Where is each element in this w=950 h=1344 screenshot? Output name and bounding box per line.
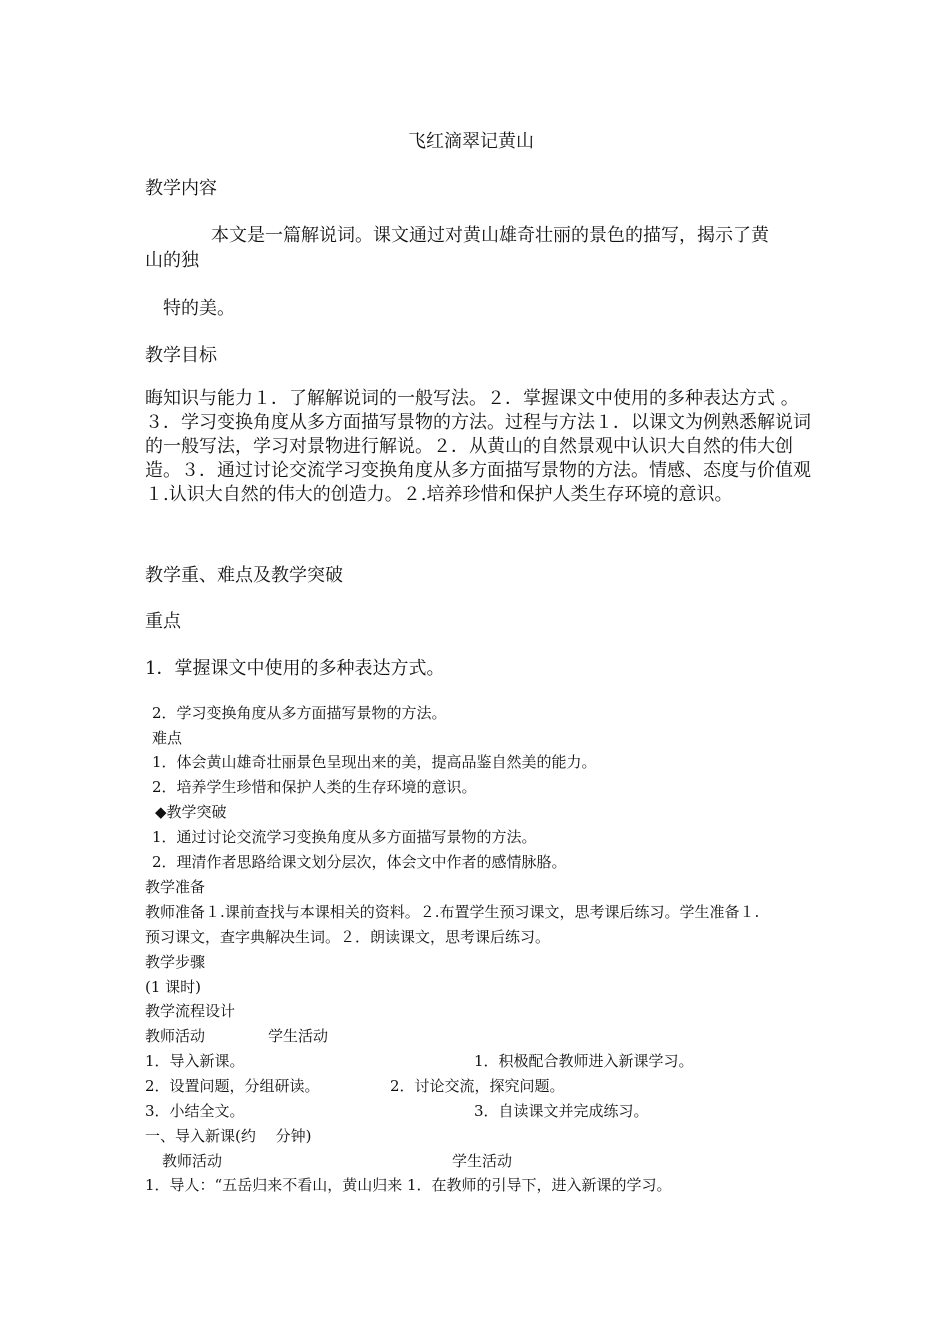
breakthrough-2: 2．理清作者思路给课文划分层次，体会文中作者的感情脉胳。 (152, 853, 567, 871)
heading-preparation: 教学准备 (145, 878, 206, 896)
flow-teacher-1: 1．导入新课。 (145, 1052, 245, 1070)
flow-teacher-2: 2．设置问题，分组研读。 (145, 1077, 320, 1095)
heading-teaching-steps: 教学步骤 (145, 953, 206, 971)
heading-difficult-points: 难点 (152, 729, 183, 747)
goals-paragraph: 晦知识与能力１．了解解说词的一般写法。２．掌握课文中使用的多种表达方式 。３．学习变换角度从多方面描写景物的方法。过程与方法１．以课文为例熟悉解说词的一般写法，学习对景物进行解说。２．从黄山的自然景观中认识大自然的伟大创造。３．通过讨论交流学习变换角度从多方面描写景物的方法。情感、态度与价值观１.认识大自然的伟大的创造力。２.培养珍惜和保护人类生存环境的意识。 (145, 388, 811, 505)
heading-breakthrough: ◆教学突破 (155, 803, 227, 821)
flow-student-3: 3．自读课文并完成练习。 (474, 1102, 649, 1120)
preparation-line-1: 教师准备１.课前查找与本课相关的资料。２.布置学生预习课文，思考课后练习。学生准备１. (145, 903, 760, 921)
breakthrough-1: 1．通过讨论交流学习变换角度从多方面描写景物的方法。 (152, 828, 537, 846)
content-line-3: 特的美。 (163, 298, 235, 319)
flow-student-2: 2．讨论交流，探究问题。 (390, 1077, 565, 1095)
document-title: 飞红滴翠记黄山 (408, 131, 534, 152)
flow-teacher-3: 3．小结全文。 (145, 1102, 245, 1120)
difficult-point-2: 2．培养学生珍惜和保护人类的生存环境的意识。 (152, 778, 477, 796)
key-point-2: 2．学习变换角度从多方面描写景物的方法。 (152, 704, 447, 722)
key-point-1: 1．掌握课文中使用的多种表达方式。 (145, 658, 445, 679)
lesson-period: (1 课时) (145, 978, 202, 996)
flow-student-1: 1．积极配合教师进入新课学习。 (474, 1052, 694, 1070)
difficult-point-1: 1．体会黄山雄奇壮丽景色呈现出来的美，提高品鉴自然美的能力。 (152, 753, 597, 771)
heading-flow-design: 教学流程设计 (145, 1002, 236, 1020)
intro-col-teacher: 教师活动 (162, 1152, 223, 1170)
heading-intro: 一、导入新课(约 分钟) (145, 1127, 312, 1145)
heading-teaching-content: 教学内容 (145, 178, 217, 199)
preparation-line-2: 预习课文，查字典解决生词。２．朗读课文，思考课后练习。 (145, 928, 551, 946)
content-line-1: 本文是一篇解说词。课文通过对黄山雄奇壮丽的景色的描写，揭示了黄 (211, 225, 769, 246)
heading-teaching-goals: 教学目标 (145, 345, 217, 366)
content-line-2: 山的独 (145, 250, 199, 271)
flow-col-teacher: 教师活动 (145, 1027, 206, 1045)
heading-key-points: 重点 (145, 611, 181, 632)
intro-col-student: 学生活动 (452, 1152, 513, 1170)
heading-key-difficult: 教学重、难点及教学突破 (145, 565, 343, 586)
flow-col-student: 学生活动 (268, 1027, 329, 1045)
intro-row-1: 1．导人：“五岳归来不看山，黄山归来 1．在教师的引导下，进入新课的学习。 (145, 1176, 672, 1194)
